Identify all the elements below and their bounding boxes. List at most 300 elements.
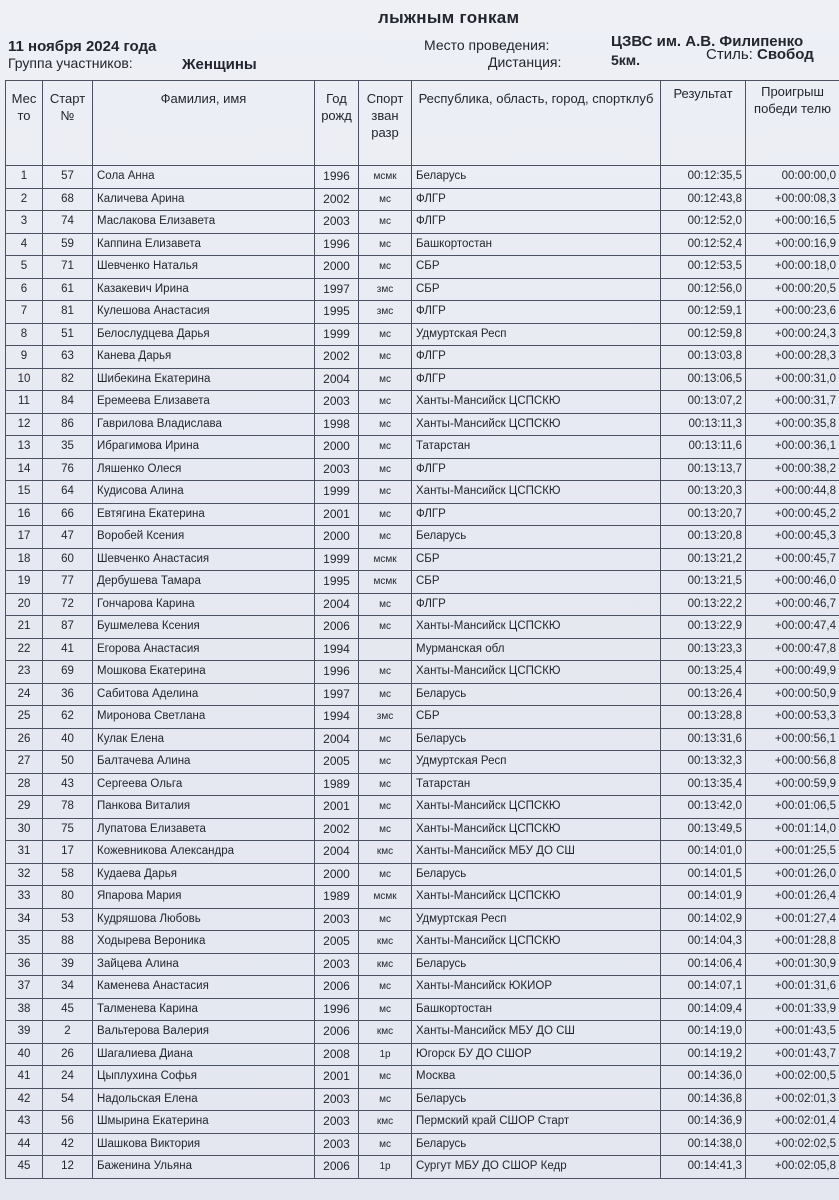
birth-year-cell: 1994	[315, 638, 359, 661]
start-number-cell: 39	[43, 953, 93, 976]
start-number-cell: 63	[43, 346, 93, 369]
start-number-cell: 42	[43, 1133, 93, 1156]
result-time-cell: 00:13:20,3	[661, 481, 746, 504]
start-number-cell: 35	[43, 436, 93, 459]
table-row	[6, 346, 839, 369]
birth-year-cell: 1995	[315, 301, 359, 324]
start-number-cell: 74	[43, 211, 93, 234]
place-cell: 9	[6, 346, 43, 369]
place-cell: 8	[6, 323, 43, 346]
team-cell: Мурманская обл	[412, 638, 661, 661]
result-time-cell: 00:13:32,3	[661, 751, 746, 774]
place-cell: 25	[6, 706, 43, 729]
start-number-cell: 64	[43, 481, 93, 504]
time-gap-cell: +00:00:47,4	[746, 616, 839, 639]
result-time-cell: 00:13:20,8	[661, 526, 746, 549]
style-value: Свобод	[757, 46, 814, 63]
athlete-name-cell: Миронова Светлана	[93, 706, 315, 729]
style-label: Стиль:	[706, 46, 753, 63]
sport-rank-cell: мс	[359, 526, 412, 549]
birth-year-cell: 2001	[315, 503, 359, 526]
team-cell: Беларусь	[412, 728, 661, 751]
start-number-cell: 84	[43, 391, 93, 414]
time-gap-cell: +00:01:25,5	[746, 841, 839, 864]
athlete-name-cell: Белослудцева Дарья	[93, 323, 315, 346]
style-info	[706, 46, 814, 63]
birth-year-cell: 2006	[315, 1021, 359, 1044]
athlete-name-cell: Казакевич Ирина	[93, 278, 315, 301]
sport-rank-cell: змс	[359, 706, 412, 729]
result-time-cell: 00:14:07,1	[661, 976, 746, 999]
team-cell: Беларусь	[412, 166, 661, 189]
group-label: Группа участников:	[8, 55, 133, 71]
team-cell: Удмуртская Респ	[412, 908, 661, 931]
time-gap-cell: +00:01:30,9	[746, 953, 839, 976]
place-cell: 41	[6, 1066, 43, 1089]
time-gap-cell: +00:00:53,3	[746, 706, 839, 729]
col-header-start: Старт №	[43, 81, 93, 166]
result-time-cell: 00:14:01,9	[661, 886, 746, 909]
birth-year-cell: 2002	[315, 188, 359, 211]
team-cell: ФЛГР	[412, 368, 661, 391]
team-cell: Сургут МБУ ДО СШОР Кедр	[412, 1156, 661, 1179]
sport-rank-cell: мс	[359, 976, 412, 999]
table-row	[6, 1133, 839, 1156]
time-gap-cell: +00:00:24,3	[746, 323, 839, 346]
start-number-cell: 36	[43, 683, 93, 706]
time-gap-cell: +00:02:00,5	[746, 1066, 839, 1089]
team-cell: СБР	[412, 256, 661, 279]
time-gap-cell: +00:00:46,0	[746, 571, 839, 594]
birth-year-cell: 2003	[315, 1088, 359, 1111]
place-label: Место проведения:	[424, 37, 550, 53]
start-number-cell: 75	[43, 818, 93, 841]
sport-rank-cell: мс	[359, 1088, 412, 1111]
time-gap-cell: +00:00:31,0	[746, 368, 839, 391]
place-cell: 2	[6, 188, 43, 211]
sport-rank-cell: мс	[359, 998, 412, 1021]
start-number-cell: 76	[43, 458, 93, 481]
start-number-cell: 59	[43, 233, 93, 256]
sport-rank-cell: мс	[359, 593, 412, 616]
team-cell: Ханты-Мансийск ЦСПСКЮ	[412, 616, 661, 639]
place-cell: 20	[6, 593, 43, 616]
start-number-cell: 72	[43, 593, 93, 616]
time-gap-cell: +00:01:26,4	[746, 886, 839, 909]
sport-rank-cell	[359, 638, 412, 661]
start-number-cell: 58	[43, 863, 93, 886]
athlete-name-cell: Мошкова Екатерина	[93, 661, 315, 684]
place-cell: 10	[6, 368, 43, 391]
result-time-cell: 00:14:09,4	[661, 998, 746, 1021]
team-cell: Беларусь	[412, 1133, 661, 1156]
place-cell: 30	[6, 818, 43, 841]
results-table	[5, 80, 839, 1179]
table-row	[6, 953, 839, 976]
time-gap-cell: +00:00:49,9	[746, 661, 839, 684]
result-time-cell: 00:14:01,5	[661, 863, 746, 886]
result-time-cell: 00:13:42,0	[661, 796, 746, 819]
sport-rank-cell: кмс	[359, 841, 412, 864]
athlete-name-cell: Сола Анна	[93, 166, 315, 189]
result-time-cell: 00:13:35,4	[661, 773, 746, 796]
birth-year-cell: 2001	[315, 1066, 359, 1089]
result-time-cell: 00:13:23,3	[661, 638, 746, 661]
time-gap-cell: +00:01:33,9	[746, 998, 839, 1021]
place-cell: 39	[6, 1021, 43, 1044]
table-row	[6, 413, 839, 436]
time-gap-cell: +00:00:38,2	[746, 458, 839, 481]
birth-year-cell: 2001	[315, 796, 359, 819]
team-cell: Ханты-Мансийск МБУ ДО СШ	[412, 841, 661, 864]
col-header-year: Год рожд	[315, 81, 359, 166]
sport-rank-cell: мс	[359, 413, 412, 436]
time-gap-cell: +00:01:28,8	[746, 931, 839, 954]
team-cell: Ханты-Мансийск ЦСПСКЮ	[412, 661, 661, 684]
table-row	[6, 1088, 839, 1111]
sport-rank-cell: мс	[359, 436, 412, 459]
place-cell: 42	[6, 1088, 43, 1111]
team-cell: Удмуртская Респ	[412, 751, 661, 774]
table-row	[6, 436, 839, 459]
time-gap-cell: +00:01:06,5	[746, 796, 839, 819]
place-cell: 34	[6, 908, 43, 931]
table-row	[6, 571, 839, 594]
document-title: лыжным гонкам	[378, 8, 520, 27]
place-cell: 35	[6, 931, 43, 954]
distance-value: 5км.	[611, 52, 641, 68]
sport-rank-cell: мс	[359, 391, 412, 414]
start-number-cell: 68	[43, 188, 93, 211]
result-time-cell: 00:12:43,8	[661, 188, 746, 211]
event-date: 11 ноября 2024 года	[8, 38, 157, 55]
athlete-name-cell: Сабитова Аделина	[93, 683, 315, 706]
sport-rank-cell: мс	[359, 458, 412, 481]
time-gap-cell: +00:00:23,6	[746, 301, 839, 324]
sport-rank-cell: мс	[359, 346, 412, 369]
start-number-cell: 61	[43, 278, 93, 301]
sport-rank-cell: мс	[359, 683, 412, 706]
table-row	[6, 683, 839, 706]
place-cell: 15	[6, 481, 43, 504]
team-cell: Югорск БУ ДО СШОР	[412, 1043, 661, 1066]
result-time-cell: 00:14:36,0	[661, 1066, 746, 1089]
birth-year-cell: 2005	[315, 751, 359, 774]
birth-year-cell: 1997	[315, 278, 359, 301]
team-cell: СБР	[412, 571, 661, 594]
result-time-cell: 00:14:06,4	[661, 953, 746, 976]
result-time-cell: 00:14:41,3	[661, 1156, 746, 1179]
athlete-name-cell: Кудисова Алина	[93, 481, 315, 504]
sport-rank-cell: мс	[359, 818, 412, 841]
start-number-cell: 2	[43, 1021, 93, 1044]
table-row	[6, 773, 839, 796]
birth-year-cell: 1989	[315, 773, 359, 796]
table-row	[6, 301, 839, 324]
time-gap-cell: +00:00:28,3	[746, 346, 839, 369]
time-gap-cell: +00:00:18,0	[746, 256, 839, 279]
athlete-name-cell: Бушмелева Ксения	[93, 616, 315, 639]
birth-year-cell: 1999	[315, 481, 359, 504]
athlete-name-cell: Кулак Елена	[93, 728, 315, 751]
table-row	[6, 391, 839, 414]
birth-year-cell: 2000	[315, 863, 359, 886]
col-header-team: Республика, область, город, спортклуб	[412, 81, 661, 166]
time-gap-cell: +00:01:27,4	[746, 908, 839, 931]
start-number-cell: 82	[43, 368, 93, 391]
sport-rank-cell: мс	[359, 233, 412, 256]
table-row	[6, 863, 839, 886]
time-gap-cell: +00:00:47,8	[746, 638, 839, 661]
time-gap-cell: +00:00:44,8	[746, 481, 839, 504]
birth-year-cell: 2004	[315, 841, 359, 864]
athlete-name-cell: Маслакова Елизавета	[93, 211, 315, 234]
team-cell: Пермский край СШОР Старт	[412, 1111, 661, 1134]
sport-rank-cell: мс	[359, 1133, 412, 1156]
athlete-name-cell: Шагалиева Диана	[93, 1043, 315, 1066]
venue-value: ЦЗВС им. А.В. Филипенко	[611, 33, 804, 50]
start-number-cell: 86	[43, 413, 93, 436]
birth-year-cell: 1996	[315, 661, 359, 684]
birth-year-cell: 1999	[315, 548, 359, 571]
athlete-name-cell: Панкова Виталия	[93, 796, 315, 819]
athlete-name-cell: Кудряшова Любовь	[93, 908, 315, 931]
sport-rank-cell: мсмк	[359, 166, 412, 189]
sport-rank-cell: змс	[359, 278, 412, 301]
start-number-cell: 81	[43, 301, 93, 324]
time-gap-cell: +00:00:45,7	[746, 548, 839, 571]
table-row	[6, 908, 839, 931]
sport-rank-cell: мс	[359, 728, 412, 751]
time-gap-cell: +00:01:26,0	[746, 863, 839, 886]
time-gap-cell: +00:00:16,5	[746, 211, 839, 234]
table-row	[6, 1066, 839, 1089]
sport-rank-cell: мс	[359, 1066, 412, 1089]
team-cell: Ханты-Мансийск ЦСПСКЮ	[412, 931, 661, 954]
sport-rank-cell: мсмк	[359, 571, 412, 594]
result-time-cell: 00:12:52,0	[661, 211, 746, 234]
result-time-cell: 00:13:25,4	[661, 661, 746, 684]
place-cell: 22	[6, 638, 43, 661]
time-gap-cell: +00:00:45,3	[746, 526, 839, 549]
table-row	[6, 1021, 839, 1044]
team-cell: Ханты-Мансийск МБУ ДО СШ	[412, 1021, 661, 1044]
start-number-cell: 54	[43, 1088, 93, 1111]
table-row	[6, 976, 839, 999]
start-number-cell: 12	[43, 1156, 93, 1179]
place-cell: 45	[6, 1156, 43, 1179]
place-cell: 27	[6, 751, 43, 774]
athlete-name-cell: Лупатова Елизавета	[93, 818, 315, 841]
time-gap-cell: +00:02:05,8	[746, 1156, 839, 1179]
result-time-cell: 00:14:01,0	[661, 841, 746, 864]
result-time-cell: 00:13:49,5	[661, 818, 746, 841]
birth-year-cell: 1997	[315, 683, 359, 706]
start-number-cell: 87	[43, 616, 93, 639]
sport-rank-cell: мс	[359, 863, 412, 886]
result-time-cell: 00:13:03,8	[661, 346, 746, 369]
athlete-name-cell: Ибрагимова Ирина	[93, 436, 315, 459]
table-row	[6, 526, 839, 549]
team-cell: Беларусь	[412, 683, 661, 706]
place-cell: 6	[6, 278, 43, 301]
team-cell: Башкортостан	[412, 998, 661, 1021]
sport-rank-cell: мс	[359, 211, 412, 234]
time-gap-cell: +00:02:01,4	[746, 1111, 839, 1134]
birth-year-cell: 1996	[315, 233, 359, 256]
place-cell: 32	[6, 863, 43, 886]
table-row	[6, 548, 839, 571]
table-header-row	[6, 81, 839, 166]
time-gap-cell: +00:01:31,6	[746, 976, 839, 999]
table-row	[6, 931, 839, 954]
table-row	[6, 458, 839, 481]
birth-year-cell: 2000	[315, 436, 359, 459]
start-number-cell: 57	[43, 166, 93, 189]
start-number-cell: 53	[43, 908, 93, 931]
table-row	[6, 166, 839, 189]
start-number-cell: 78	[43, 796, 93, 819]
time-gap-cell: 00:00:00,0	[746, 166, 839, 189]
result-time-cell: 00:13:21,5	[661, 571, 746, 594]
place-cell: 16	[6, 503, 43, 526]
athlete-name-cell: Кожевникова Александра	[93, 841, 315, 864]
sport-rank-cell: кмс	[359, 1021, 412, 1044]
athlete-name-cell: Воробей Ксения	[93, 526, 315, 549]
sport-rank-cell: 1р	[359, 1043, 412, 1066]
time-gap-cell: +00:00:35,8	[746, 413, 839, 436]
sport-rank-cell: мс	[359, 796, 412, 819]
start-number-cell: 66	[43, 503, 93, 526]
athlete-name-cell: Сергеева Ольга	[93, 773, 315, 796]
sport-rank-cell: мс	[359, 503, 412, 526]
team-cell: Беларусь	[412, 953, 661, 976]
place-cell: 3	[6, 211, 43, 234]
sport-rank-cell: мс	[359, 323, 412, 346]
place-cell: 12	[6, 413, 43, 436]
result-time-cell: 00:12:56,0	[661, 278, 746, 301]
col-header-result: Результат	[661, 81, 746, 166]
athlete-name-cell: Талменева Карина	[93, 998, 315, 1021]
col-header-place: Мес то	[6, 81, 43, 166]
sport-rank-cell: мс	[359, 751, 412, 774]
team-cell: ФЛГР	[412, 211, 661, 234]
start-number-cell: 45	[43, 998, 93, 1021]
table-row	[6, 886, 839, 909]
result-time-cell: 00:13:13,7	[661, 458, 746, 481]
team-cell: ФЛГР	[412, 301, 661, 324]
table-row	[6, 638, 839, 661]
sport-rank-cell: кмс	[359, 931, 412, 954]
birth-year-cell: 2002	[315, 346, 359, 369]
table-row	[6, 256, 839, 279]
result-time-cell: 00:13:28,8	[661, 706, 746, 729]
athlete-name-cell: Гончарова Карина	[93, 593, 315, 616]
athlete-name-cell: Кулешова Анастасия	[93, 301, 315, 324]
team-cell: СБР	[412, 706, 661, 729]
result-time-cell: 00:13:11,6	[661, 436, 746, 459]
birth-year-cell: 2003	[315, 908, 359, 931]
time-gap-cell: +00:02:01,3	[746, 1088, 839, 1111]
athlete-name-cell: Шибекина Екатерина	[93, 368, 315, 391]
athlete-name-cell: Каличева Арина	[93, 188, 315, 211]
start-number-cell: 47	[43, 526, 93, 549]
result-time-cell: 00:14:02,9	[661, 908, 746, 931]
birth-year-cell: 1996	[315, 166, 359, 189]
place-cell: 28	[6, 773, 43, 796]
birth-year-cell: 2003	[315, 1111, 359, 1134]
result-time-cell: 00:13:26,4	[661, 683, 746, 706]
athlete-name-cell: Ляшенко Олеся	[93, 458, 315, 481]
place-cell: 5	[6, 256, 43, 279]
athlete-name-cell: Зайцева Алина	[93, 953, 315, 976]
team-cell: ФЛГР	[412, 593, 661, 616]
athlete-name-cell: Япарова Мария	[93, 886, 315, 909]
table-row	[6, 998, 839, 1021]
sport-rank-cell: мс	[359, 773, 412, 796]
birth-year-cell: 1994	[315, 706, 359, 729]
sport-rank-cell: мс	[359, 481, 412, 504]
result-time-cell: 00:13:21,2	[661, 548, 746, 571]
team-cell: ФЛГР	[412, 346, 661, 369]
place-cell: 7	[6, 301, 43, 324]
place-cell: 1	[6, 166, 43, 189]
result-time-cell: 00:14:19,2	[661, 1043, 746, 1066]
result-time-cell: 00:12:53,5	[661, 256, 746, 279]
table-row	[6, 368, 839, 391]
athlete-name-cell: Евтягина Екатерина	[93, 503, 315, 526]
time-gap-cell: +00:00:31,7	[746, 391, 839, 414]
start-number-cell: 60	[43, 548, 93, 571]
birth-year-cell: 1996	[315, 998, 359, 1021]
start-number-cell: 34	[43, 976, 93, 999]
team-cell: ФЛГР	[412, 458, 661, 481]
athlete-name-cell: Баженина Ульяна	[93, 1156, 315, 1179]
start-number-cell: 71	[43, 256, 93, 279]
result-time-cell: 00:14:19,0	[661, 1021, 746, 1044]
start-number-cell: 24	[43, 1066, 93, 1089]
sport-rank-cell: 1р	[359, 1156, 412, 1179]
athlete-name-cell: Еремеева Елизавета	[93, 391, 315, 414]
place-cell: 11	[6, 391, 43, 414]
birth-year-cell: 2005	[315, 931, 359, 954]
table-row	[6, 233, 839, 256]
start-number-cell: 50	[43, 751, 93, 774]
birth-year-cell: 1995	[315, 571, 359, 594]
start-number-cell: 62	[43, 706, 93, 729]
table-row	[6, 818, 839, 841]
sport-rank-cell: мсмк	[359, 548, 412, 571]
sport-rank-cell: мс	[359, 616, 412, 639]
athlete-name-cell: Каппина Елизавета	[93, 233, 315, 256]
start-number-cell: 40	[43, 728, 93, 751]
place-cell: 21	[6, 616, 43, 639]
team-cell: ФЛГР	[412, 188, 661, 211]
result-time-cell: 00:14:38,0	[661, 1133, 746, 1156]
place-cell: 4	[6, 233, 43, 256]
birth-year-cell: 2004	[315, 728, 359, 751]
team-cell: Беларусь	[412, 863, 661, 886]
group-value: Женщины	[182, 56, 257, 73]
place-cell: 38	[6, 998, 43, 1021]
start-number-cell: 56	[43, 1111, 93, 1134]
athlete-name-cell: Цыплухина Софья	[93, 1066, 315, 1089]
athlete-name-cell: Каменева Анастасия	[93, 976, 315, 999]
birth-year-cell: 2006	[315, 616, 359, 639]
team-cell: Татарстан	[412, 773, 661, 796]
result-time-cell: 00:13:07,2	[661, 391, 746, 414]
time-gap-cell: +00:00:50,9	[746, 683, 839, 706]
